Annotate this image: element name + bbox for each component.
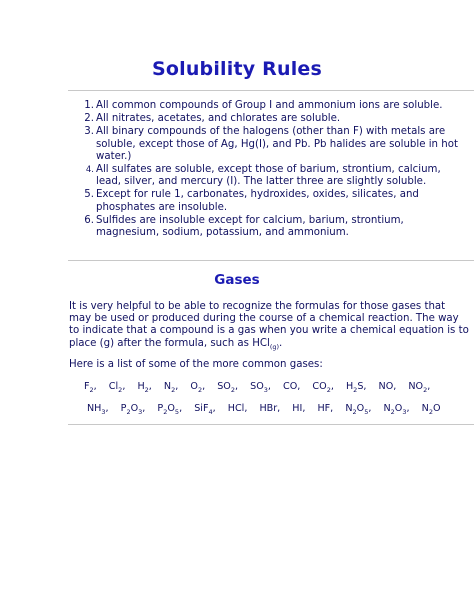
gas-formula: $P_2O_3$, [120, 403, 146, 416]
gas-formula: HF, [317, 403, 334, 414]
gas-formula: $SO_2$, [217, 381, 239, 394]
rule-number: 6. [84, 214, 94, 226]
intro-subscript: (g) [269, 342, 280, 351]
gas-formula: NO, [378, 381, 397, 392]
divider-middle [68, 260, 474, 261]
divider-top [68, 90, 474, 91]
gas-formula: $Cl_2$, [108, 381, 126, 394]
gas-formula: $P_2O_5$, [157, 403, 183, 416]
gas-formula: $CO_2$, [312, 381, 334, 394]
gas-formula: HCl, [227, 403, 248, 414]
rule-item [62, 113, 462, 125]
gas-formula: CO, [283, 381, 301, 392]
divider-bottom [68, 424, 474, 425]
rule-number: 5. [84, 189, 94, 201]
intro-paragraph [69, 301, 469, 353]
gas-formula: $N_2O$ [421, 403, 441, 416]
rule-text: All common compounds of Group I and ammonium ions are soluble. [96, 100, 443, 111]
gas-formula: $N_2$, [163, 381, 179, 394]
gases-row-2 [87, 403, 474, 416]
gases-row-1 [84, 381, 474, 394]
rule-text: Except for rule 1, carbonates, hydroxides, oxides, silicates, and phosphates are insoluble. [96, 189, 419, 213]
rule-number: 2. [84, 113, 94, 125]
rule-text: All binary compounds of the halogens (other than F) with metals are soluble, except those of Ag, Hg(I), and Pb. Pb halides are soluble in hot water.) [96, 126, 458, 162]
gas-formula: $NH_3$, [87, 403, 109, 416]
rule-text: Sulfides are insoluble except for calcium, barium, strontium, magnesium, sodium, potassium, and ammonium. [96, 214, 404, 239]
intro-end: . [279, 337, 283, 349]
gas-formula: $H_2$, [137, 381, 152, 394]
rule-item [62, 164, 462, 188]
gas-formula: $N_2O_3$, [383, 403, 410, 416]
list-intro: Here is a list of some of the more common gases: [69, 359, 323, 370]
rule-item [62, 189, 462, 213]
rule-text: All sulfates are soluble, except those of barium, strontium, calcium, lead, silver, and mercury (I). The latter three are slightly soluble. [96, 164, 441, 188]
gas-formula: $SO_3$, [250, 381, 271, 394]
gas-formula: $N_2O_5$, [345, 403, 372, 416]
gas-formula: HBr, [259, 403, 281, 414]
gas-formula: $O_2$, [190, 381, 206, 394]
intro-text: It is very helpful to be able to recognize the formulas for those gases that may be used or produced during the course of a chemical reaction. The way to indicate that a compound is a gas when you write a chemical equation is to place (g) after the formula, such as HCl [69, 301, 469, 349]
gas-formula: $H_2S$, [345, 381, 367, 394]
rule-text: All nitrates, acetates, and chlorates are soluble. [96, 113, 341, 125]
rule-number: 3. [84, 126, 94, 138]
rule-item [62, 215, 462, 239]
rule-item [62, 126, 462, 163]
rule-number: 1. [84, 100, 94, 111]
page-title: Solubility Rules [151, 58, 323, 80]
rule-number: 4. [85, 165, 94, 176]
gas-formula: $F_2$, [84, 381, 97, 394]
gas-formula: SiF$_4$, [194, 403, 216, 416]
rule-item [62, 100, 462, 112]
solubility-rules-list [62, 100, 462, 239]
gases-heading: Gases [214, 272, 260, 288]
gas-formula: HI, [292, 403, 306, 414]
gas-formula: $NO_2$, [408, 381, 431, 394]
